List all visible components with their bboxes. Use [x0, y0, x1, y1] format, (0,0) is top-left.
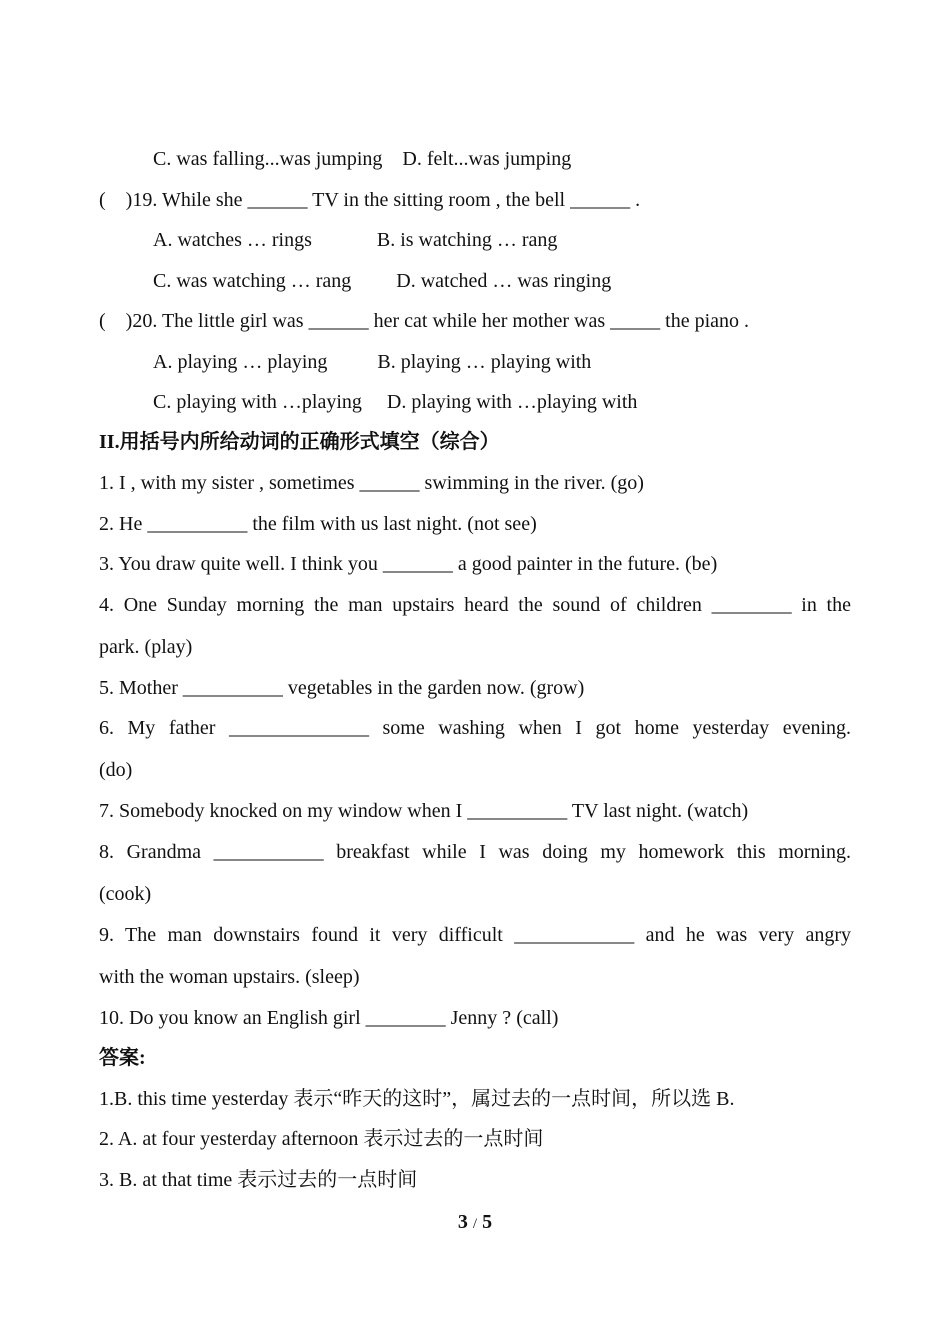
fill-item-8-line-2: (cook) — [99, 883, 152, 905]
fill-item-2: 2. He __________ the film with us last night. (not see) — [99, 513, 537, 535]
fill-item-9-line-2: with the woman upstairs. (sleep) — [99, 966, 360, 988]
fill-item-1: 1. I , with my sister , sometimes ______ swimming in the river. (go) — [99, 472, 644, 494]
fill-item-8-line-1: 8. Grandma ___________ breakfast while I was doing my homework this morning. — [99, 841, 851, 863]
question-18-options-cd: C. was falling...was jumping D. felt...was jumping — [153, 148, 572, 170]
section-2-heading: II.用括号内所给动词的正确形式填空（综合） — [99, 431, 500, 453]
question-19-options-ab: A. watches … rings B. is watching … rang — [153, 229, 558, 251]
fill-item-3: 3. You draw quite well. I think you _______ a good painter in the future. (be) — [99, 553, 718, 575]
answer-item-1: 1.B. this time yesterday 表示“昨天的这时”，属过去的一点时间，所以选 B. — [99, 1088, 735, 1110]
question-20-stem: ( )20. The little girl was ______ her cat while her mother was _____ the piano . — [99, 310, 750, 332]
fill-item-10: 10. Do you know an English girl ________ Jenny ? (call) — [99, 1007, 559, 1029]
question-20-options-cd: C. playing with …playing D. playing with …playing with — [153, 391, 638, 413]
fill-item-9-line-1: 9. The man downstairs found it very difficult ____________ and he was very angry — [99, 924, 851, 946]
fill-item-4-line-1: 4. One Sunday morning the man upstairs heard the sound of children ________ in the — [99, 594, 851, 616]
fill-item-6-line-1: 6. My father ______________ some washing when I got home yesterday evening. — [99, 717, 851, 739]
page-number — [0, 1210, 950, 1236]
fill-item-7: 7. Somebody knocked on my window when I __________ TV last night. (watch) — [99, 800, 749, 822]
answer-item-2: 2. A. at four yesterday afternoon 表示过去的一点时间 — [99, 1128, 544, 1150]
fill-item-4-line-2: park. (play) — [99, 636, 193, 658]
question-20-options-ab: A. playing … playing B. playing … playing with — [153, 351, 592, 373]
fill-item-6-line-2: (do) — [99, 759, 133, 781]
answers-heading: 答案: — [99, 1047, 146, 1069]
question-19-stem: ( )19. While she ______ TV in the sitting room , the bell ______ . — [99, 189, 641, 211]
total-pages: 5 — [482, 1211, 493, 1233]
page-separator: / — [472, 1216, 478, 1232]
question-19-options-cd: C. was watching … rang D. watched … was ringing — [153, 270, 612, 292]
answer-item-3: 3. B. at that time 表示过去的一点时间 — [99, 1169, 418, 1191]
current-page: 3 — [457, 1211, 468, 1233]
fill-item-5: 5. Mother __________ vegetables in the garden now. (grow) — [99, 677, 585, 699]
